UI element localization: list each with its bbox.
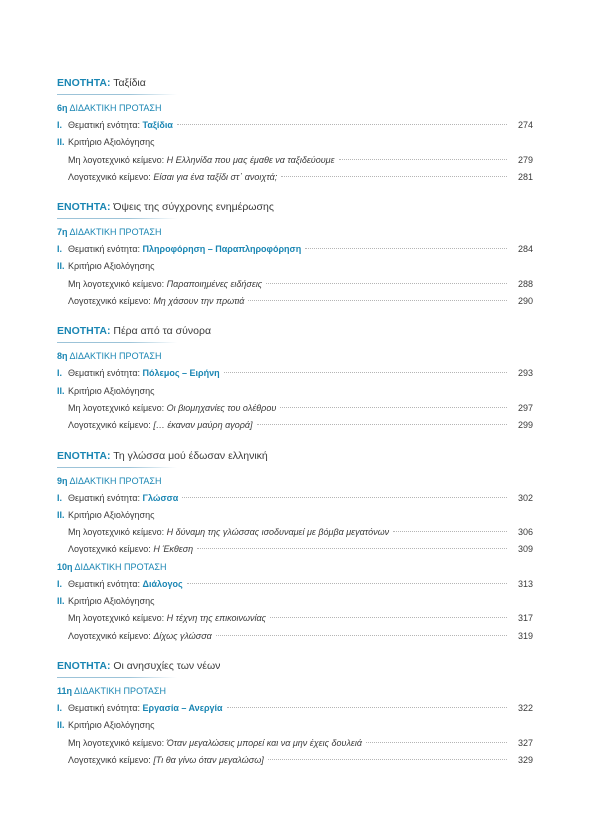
- roman-numeral-i: I.: [57, 368, 63, 379]
- teaching-proposal: [57, 559, 533, 645]
- unit-heading: [57, 197, 533, 219]
- proposal-label: ΔΙΔΑΚΤΙΚΗ ΠΡΟΤΑΣΗ: [69, 227, 162, 238]
- page-number: 290: [517, 296, 533, 307]
- teaching-proposal: [57, 224, 533, 310]
- roman-numeral-ii: II.: [57, 261, 65, 272]
- page-number: 279: [517, 154, 533, 165]
- page-number: 309: [517, 544, 533, 555]
- toc-entry-topic[interactable]: [57, 117, 533, 134]
- dot-leader: [393, 531, 507, 532]
- entry-prefix: Θεματική ενότητα:: [68, 244, 143, 255]
- page-number: 322: [517, 702, 533, 713]
- entry-prefix: Θεματική ενότητα:: [68, 578, 143, 589]
- toc-entry-topic[interactable]: [57, 241, 533, 258]
- dot-leader: [182, 497, 507, 498]
- toc-entry-text[interactable]: [57, 541, 533, 558]
- proposal-number: 9η: [57, 475, 68, 486]
- roman-numeral-i: I.: [57, 120, 63, 130]
- roman-numeral-ii: II.: [57, 720, 65, 731]
- topic-title: Διάλογος: [142, 578, 183, 589]
- page-number: 313: [517, 578, 533, 589]
- unit-title: Όψεις της σύγχρονης ενημέρωσης: [113, 201, 274, 214]
- entry-prefix: Λογοτεχνικό κείμενο:: [68, 754, 154, 765]
- criterion-label: Κριτήριο Αξιολόγησης: [68, 261, 155, 272]
- page-number: 327: [517, 737, 533, 748]
- unit-heading: [57, 73, 533, 95]
- dot-leader: [216, 635, 507, 636]
- page-number: 306: [517, 527, 533, 538]
- roman-numeral-ii: II.: [57, 137, 65, 148]
- unit-heading: [57, 321, 533, 343]
- unit-section: [57, 73, 533, 186]
- unit-section: [57, 446, 533, 645]
- topic-title: Ταξίδια: [142, 120, 173, 130]
- entry-prefix: Λογοτεχνικό κείμενο:: [68, 296, 154, 307]
- text-title: Μη χάσουν την πρωτιά: [153, 296, 245, 307]
- text-title: [… έκαναν μαύρη αγορά]: [153, 420, 253, 431]
- unit-label: ΕΝΟΤΗΤΑ:: [57, 325, 111, 338]
- proposal-heading: [57, 473, 533, 490]
- entry-prefix: Θεματική ενότητα:: [68, 120, 143, 130]
- criterion-label: Κριτήριο Αξιολόγησης: [68, 137, 155, 148]
- entry-prefix: Μη λογοτεχνικό κείμενο:: [68, 154, 167, 165]
- proposal-label: ΔΙΔΑΚΤΙΚΗ ΠΡΟΤΑΣΗ: [74, 685, 166, 696]
- roman-numeral-i: I.: [57, 244, 63, 255]
- proposal-label: ΔΙΔΑΚΤΙΚΗ ΠΡΟΤΑΣΗ: [69, 475, 162, 486]
- proposal-heading: [57, 559, 533, 576]
- proposal-heading: [57, 683, 533, 700]
- toc-entry-topic[interactable]: [57, 365, 533, 382]
- entry-prefix: Λογοτεχνικό κείμενο:: [68, 544, 154, 555]
- text-title: Η Έκθεση: [153, 544, 194, 555]
- topic-title: Πληροφόρηση – Παραπληροφόρηση: [142, 244, 302, 255]
- text-title: Παραποιημένες ειδήσεις: [166, 278, 263, 289]
- entry-prefix: Μη λογοτεχνικό κείμενο:: [68, 737, 167, 748]
- dot-leader: [187, 583, 507, 584]
- text-title: Όταν μεγαλώσεις μπορεί και να μην έχεις δουλειά: [166, 737, 362, 748]
- dot-leader: [270, 617, 507, 618]
- topic-title: Γλώσσα: [142, 492, 179, 503]
- text-title: Η τέχνη της επικοινωνίας: [166, 613, 267, 624]
- entry-prefix: Λογοτεχνικό κείμενο:: [68, 630, 154, 641]
- topic-title: Πόλεμος – Ειρήνη: [142, 368, 220, 379]
- toc-entry-text[interactable]: [57, 524, 533, 541]
- page-number: 329: [517, 754, 533, 765]
- dot-leader: [305, 248, 507, 249]
- toc-entry-criterion: [57, 258, 533, 275]
- toc-entry-text[interactable]: [57, 628, 533, 645]
- page-number: 319: [517, 630, 533, 641]
- criterion-label: Κριτήριο Αξιολόγησης: [68, 385, 155, 396]
- teaching-proposal: [57, 348, 533, 434]
- criterion-label: Κριτήριο Αξιολόγησης: [68, 720, 155, 731]
- unit-heading: [57, 446, 533, 468]
- toc-entry-text[interactable]: [57, 752, 533, 769]
- toc-entry-criterion: [57, 593, 533, 610]
- page-number: 299: [517, 420, 533, 431]
- criterion-label: Κριτήριο Αξιολόγησης: [68, 596, 155, 607]
- roman-numeral-i: I.: [57, 702, 63, 713]
- text-title: Είσαι για ένα ταξίδι στ᾽ ανοιχτά;: [153, 171, 278, 182]
- proposal-number: 6η: [57, 103, 68, 113]
- teaching-proposal: [57, 683, 533, 769]
- text-title: [Τι θα γίνω όταν μεγαλώσω]: [153, 754, 264, 765]
- entry-prefix: Λογοτεχνικό κείμενο:: [68, 171, 154, 182]
- teaching-proposal: [57, 473, 533, 559]
- toc-entry-topic[interactable]: [57, 576, 533, 593]
- text-title: Η Ελληνίδα που μας έμαθε να ταξιδεύουμε: [166, 154, 335, 165]
- entry-prefix: Θεματική ενότητα:: [68, 702, 143, 713]
- dot-leader: [266, 283, 507, 284]
- roman-numeral-i: I.: [57, 492, 63, 503]
- proposal-number: 7η: [57, 227, 68, 238]
- text-title: Δίχως γλώσσα: [153, 630, 212, 641]
- toc-entry-criterion: [57, 717, 533, 734]
- page-number: 317: [517, 613, 533, 624]
- dot-leader: [281, 176, 507, 177]
- dot-leader: [177, 124, 507, 125]
- toc-entry-text[interactable]: [57, 400, 533, 417]
- toc-entry-text[interactable]: [57, 276, 533, 293]
- proposal-number: 11η: [57, 685, 73, 696]
- roman-numeral-i: I.: [57, 578, 63, 589]
- toc-entry-topic[interactable]: [57, 490, 533, 507]
- unit-label: ΕΝΟΤΗΤΑ:: [57, 449, 111, 462]
- text-title: Οι βιομηχανίες του ολέθρου: [166, 402, 277, 413]
- roman-numeral-ii: II.: [57, 509, 65, 520]
- dot-leader: [339, 159, 507, 160]
- unit-label: ΕΝΟΤΗΤΑ:: [57, 201, 111, 214]
- dot-leader: [366, 742, 507, 743]
- criterion-label: Κριτήριο Αξιολόγησης: [68, 509, 155, 520]
- proposal-label: ΔΙΔΑΚΤΙΚΗ ΠΡΟΤΑΣΗ: [69, 351, 162, 362]
- dot-leader: [280, 407, 507, 408]
- unit-label: ΕΝΟΤΗΤΑ:: [57, 77, 111, 89]
- toc-entry-text[interactable]: [57, 735, 533, 752]
- toc-entry-topic[interactable]: [57, 700, 533, 717]
- proposal-label: ΔΙΔΑΚΤΙΚΗ ΠΡΟΤΑΣΗ: [74, 561, 167, 572]
- toc-entry-criterion: [57, 134, 533, 151]
- unit-title: Τη γλώσσα μού έδωσαν ελληνική: [113, 449, 268, 462]
- entry-prefix: Θεματική ενότητα:: [68, 492, 143, 503]
- unit-heading: [57, 656, 533, 678]
- page-number: 293: [517, 368, 533, 379]
- proposal-number: 10η: [57, 561, 73, 572]
- roman-numeral-ii: II.: [57, 596, 65, 607]
- entry-prefix: Μη λογοτεχνικό κείμενο:: [68, 527, 167, 538]
- proposal-heading: [57, 100, 533, 117]
- page-number: 284: [517, 244, 533, 255]
- topic-title: Εργασία – Ανεργία: [142, 702, 223, 713]
- toc-entry-text[interactable]: [57, 417, 533, 434]
- dot-leader: [248, 300, 507, 301]
- table-of-contents: [57, 73, 533, 769]
- unit-title: Πέρα από τα σύνορα: [113, 325, 212, 338]
- unit-section: [57, 321, 533, 434]
- page-number: 288: [517, 278, 533, 289]
- dot-leader: [197, 548, 507, 549]
- page-number: 302: [517, 492, 533, 503]
- entry-prefix: Μη λογοτεχνικό κείμενο:: [68, 402, 167, 413]
- page-number: 281: [517, 171, 533, 182]
- roman-numeral-ii: II.: [57, 385, 65, 396]
- text-title: Η δύναμη της γλώσσας ισοδυναμεί με βόμβα μεγατόνων: [166, 527, 390, 538]
- toc-entry-criterion: [57, 507, 533, 524]
- unit-label: ΕΝΟΤΗΤΑ:: [57, 659, 111, 672]
- unit-title: Οι ανησυχίες των νέων: [113, 659, 221, 672]
- toc-entry-text[interactable]: [57, 169, 533, 186]
- unit-section: [57, 656, 533, 769]
- dot-leader: [268, 759, 507, 760]
- toc-entry-criterion: [57, 383, 533, 400]
- unit-title: Ταξίδια: [113, 77, 146, 89]
- dot-leader: [227, 707, 507, 708]
- unit-section: [57, 197, 533, 310]
- page-number: 274: [517, 120, 533, 130]
- toc-entry-text[interactable]: [57, 610, 533, 627]
- teaching-proposal: [57, 100, 533, 186]
- dot-leader: [257, 424, 507, 425]
- proposal-heading: [57, 224, 533, 241]
- proposal-label: ΔΙΔΑΚΤΙΚΗ ΠΡΟΤΑΣΗ: [69, 103, 162, 113]
- toc-entry-text[interactable]: [57, 293, 533, 310]
- entry-prefix: Μη λογοτεχνικό κείμενο:: [68, 278, 167, 289]
- entry-prefix: Λογοτεχνικό κείμενο:: [68, 420, 154, 431]
- toc-entry-text[interactable]: [57, 152, 533, 169]
- dot-leader: [224, 372, 507, 373]
- entry-prefix: Θεματική ενότητα:: [68, 368, 143, 379]
- proposal-number: 8η: [57, 351, 68, 362]
- proposal-heading: [57, 348, 533, 365]
- entry-prefix: Μη λογοτεχνικό κείμενο:: [68, 613, 167, 624]
- page-number: 297: [517, 402, 533, 413]
